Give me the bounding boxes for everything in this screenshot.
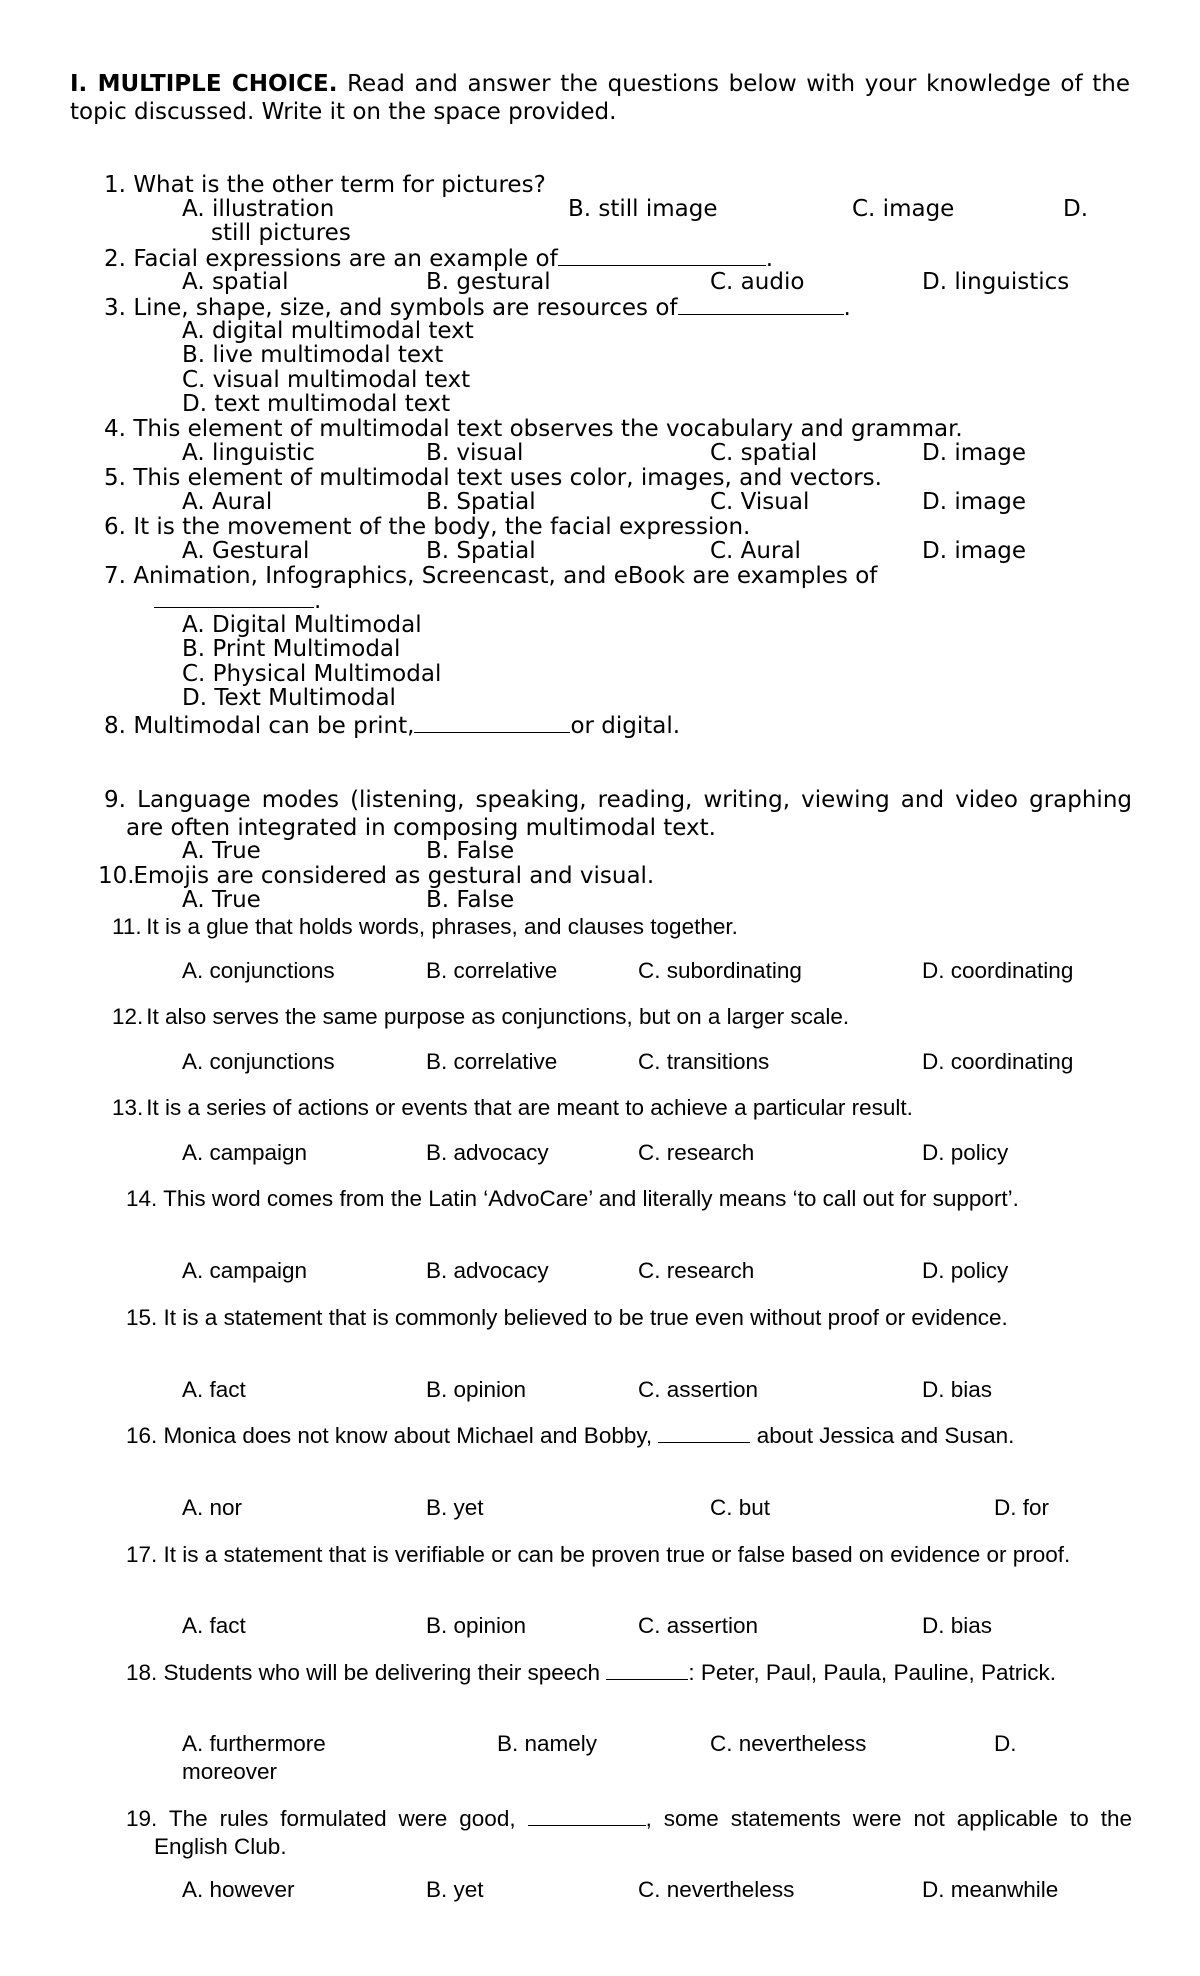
q11-option-b: B. correlative [426, 958, 558, 983]
q14-option-c: C. research [638, 1258, 755, 1283]
question-4: 4. This element of multimodal text observes the vocabulary and grammar. [104, 416, 963, 442]
question-11: 11. It is a glue that holds words, phrases, and clauses together. [112, 914, 738, 939]
q7-option-a: A. Digital Multimodal [182, 612, 422, 638]
q17-option-a: A. fact [182, 1613, 246, 1638]
q14-option-d: D. policy [922, 1258, 1009, 1283]
question-15: 15. It is a statement that is commonly believed to be true even without proof or evidence. [126, 1305, 1008, 1330]
q10-option-b: B. False [426, 887, 515, 913]
answer-blank [558, 245, 766, 266]
q2-option-d: D. linguistics [922, 269, 1070, 295]
q6-option-a: A. Gestural [182, 538, 310, 564]
q4-option-a: A. linguistic [182, 440, 315, 466]
question-14: 14. This word comes from the Latin ‘AdvoCare’ and literally means ‘to call out for support’. [126, 1186, 1019, 1211]
q18-option-d-cont: moreover [182, 1759, 278, 1784]
q18-option-a: A. furthermore [182, 1731, 326, 1756]
question-3: 3. Line, shape, size, and symbols are resources of . [104, 295, 851, 321]
q1-option-a: A. illustration [182, 196, 335, 222]
question-17: 17. It is a statement that is verifiable or can be proven true or false based on evidence or proof. [126, 1542, 1071, 1567]
question-13: 13. It is a series of actions or events that are meant to achieve a particular result. [112, 1095, 913, 1120]
q13-option-c: C. research [638, 1140, 755, 1165]
q15-option-d: D. bias [922, 1377, 993, 1402]
q14-option-a: A. campaign [182, 1258, 308, 1283]
q7-option-c: C. Physical Multimodal [182, 661, 442, 687]
q4-option-c: C. spatial [710, 440, 818, 466]
q5-option-d: D. image [922, 489, 1026, 515]
q15-option-b: B. opinion [426, 1377, 527, 1402]
q16-option-a: A. nor [182, 1495, 243, 1520]
answer-blank [154, 587, 314, 608]
q19-option-b: B. yet [426, 1877, 484, 1902]
q16-option-d: D. for [994, 1495, 1050, 1520]
q3-option-b: B. live multimodal text [182, 342, 444, 368]
q1-option-d: D. [1063, 196, 1089, 222]
question-8: 8. Multimodal can be print, or digital. [104, 713, 681, 739]
q17-option-b: B. opinion [426, 1613, 527, 1638]
q1-option-c: C. image [852, 196, 955, 222]
q10-option-a: A. True [182, 887, 261, 913]
q18-option-b: B. namely [497, 1731, 598, 1756]
q12-option-c: C. transitions [638, 1049, 770, 1074]
question-19: 19. The rules formulated were good, , some statements were not applicable to the English Club. [126, 1806, 1132, 1859]
question-2: 2. Facial expressions are an example of . [104, 246, 773, 272]
q12-option-a: A. conjunctions [182, 1049, 335, 1074]
q2-option-a: A. spatial [182, 269, 289, 295]
q13-option-b: B. advocacy [426, 1140, 549, 1165]
q18-option-d: D. [994, 1731, 1017, 1756]
q1-option-b: B. still image [568, 196, 718, 222]
q16-option-b: B. yet [426, 1495, 484, 1520]
q11-option-a: A. conjunctions [182, 958, 335, 983]
question-7: 7. Animation, Infographics, Screencast, and eBook are examples of [104, 563, 878, 589]
q6-option-b: B. Spatial [426, 538, 536, 564]
q13-option-a: A. campaign [182, 1140, 308, 1165]
question-6: 6. It is the movement of the body, the facial expression. [104, 514, 751, 540]
q19-option-c: C. nevertheless [638, 1877, 795, 1902]
q9-option-a: A. True [182, 838, 261, 864]
q14-option-b: B. advocacy [426, 1258, 549, 1283]
q16-option-c: C. but [710, 1495, 771, 1520]
q2-option-c: C. audio [710, 269, 805, 295]
question-7-blank: . [154, 587, 321, 614]
answer-blank [414, 712, 570, 733]
answer-blank [658, 1422, 750, 1443]
q9-option-b: B. False [426, 838, 515, 864]
question-10: 10. Emojis are considered as gestural and visual. [98, 863, 655, 889]
question-16: 16. Monica does not know about Michael and Bobby, about Jessica and Susan. [126, 1423, 1015, 1448]
answer-blank [678, 294, 844, 315]
q13-option-d: D. policy [922, 1140, 1009, 1165]
q17-option-c: C. assertion [638, 1613, 759, 1638]
instructions-text: Read and answer the questions below with your knowledge of the topic discussed. Write it on the space provided. [70, 71, 1130, 125]
question-18: 18. Students who will be delivering their speech : Peter, Paul, Paula, Pauline, Patrick. [126, 1660, 1057, 1685]
q4-option-d: D. image [922, 440, 1026, 466]
q12-option-d: D. coordinating [922, 1049, 1074, 1074]
q5-option-a: A. Aural [182, 489, 273, 515]
q3-option-c: C. visual multimodal text [182, 367, 471, 393]
q11-option-d: D. coordinating [922, 958, 1074, 983]
q17-option-d: D. bias [922, 1613, 993, 1638]
q19-option-d: D. meanwhile [922, 1877, 1059, 1902]
q3-option-a: A. digital multimodal text [182, 318, 474, 344]
q6-option-c: C. Aural [710, 538, 801, 564]
question-9: 9. Language modes (listening, speaking, reading, writing, viewing and video graphing are often integrated in composing multimodal text. [104, 787, 1132, 841]
q15-option-a: A. fact [182, 1377, 246, 1402]
question-1: 1. What is the other term for pictures? [104, 172, 546, 198]
q6-option-d: D. image [922, 538, 1026, 564]
q15-option-c: C. assertion [638, 1377, 759, 1402]
q3-option-d: D. text multimodal text [182, 391, 451, 417]
q7-option-b: B. Print Multimodal [182, 636, 401, 662]
answer-blank [528, 1805, 646, 1826]
q5-option-b: B. Spatial [426, 489, 536, 515]
q12-option-b: B. correlative [426, 1049, 558, 1074]
section-heading: I. MULTIPLE CHOICE. [70, 71, 338, 97]
q19-option-a: A. however [182, 1877, 295, 1902]
question-12: 12. It also serves the same purpose as conjunctions, but on a larger scale. [112, 1004, 850, 1029]
q18-option-c: C. nevertheless [710, 1731, 867, 1756]
q2-option-b: B. gestural [426, 269, 551, 295]
q1-option-d-cont: still pictures [211, 220, 351, 246]
q7-option-d: D. Text Multimodal [182, 685, 396, 711]
q4-option-b: B. visual [426, 440, 524, 466]
instructions [70, 70, 1130, 126]
question-5: 5. This element of multimodal text uses color, images, and vectors. [104, 465, 882, 491]
q5-option-c: C. Visual [710, 489, 810, 515]
q11-option-c: C. subordinating [638, 958, 802, 983]
answer-blank [606, 1659, 688, 1680]
